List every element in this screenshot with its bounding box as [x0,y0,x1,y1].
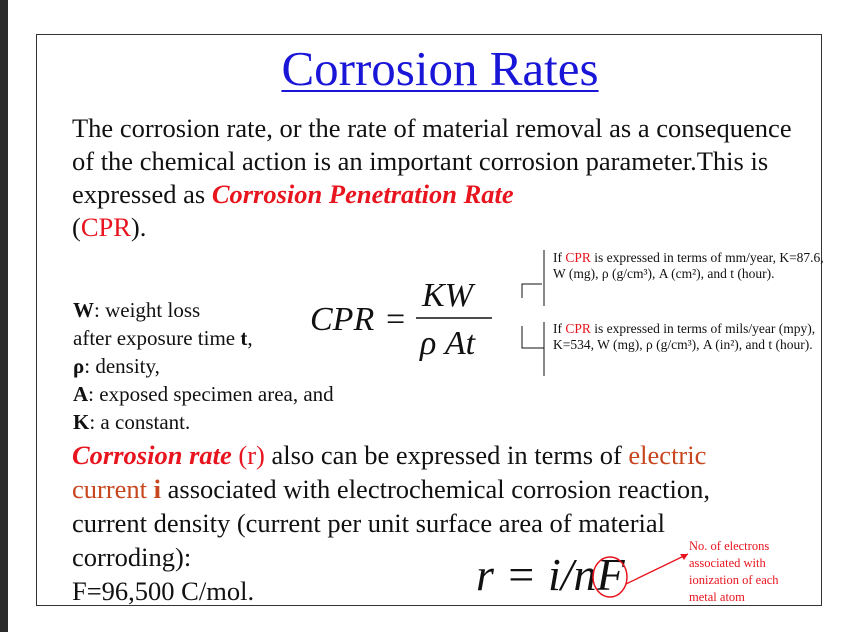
formula-denominator: ρ At [420,325,476,362]
close-paren: ). [130,212,147,242]
cpr-formula [310,274,510,374]
cpr-formula-svg [310,274,510,374]
formula-numerator: KW [422,277,473,314]
formula-lhs: CPR [310,301,375,338]
note-mm-per-year: If CPR is expressed in terms of mm/year, K=87.6, W (mg), ρ (g/cm³), A (cm²), and t (hour). [553,250,824,281]
rate-line-3: current density (current per unit surface area of material [72,508,666,538]
rate-line-2: current i associated with electrochemical corrosion reaction, [72,474,710,504]
electron-annotation: No. of electrons associated with ionization of each metal atom [689,539,779,604]
cpr-abbr: CPR [80,212,131,242]
legend-item-rho: ρ: density, [73,354,160,378]
intro-text: The corrosion rate, or the rate of material removal as a consequence of the chemical action is an important corrosion parameter.This is expressed as [72,113,792,209]
intro-paragraph [72,112,812,244]
formula-equals: = [386,301,406,338]
rate-line-4: corroding): [72,542,192,572]
note-mils-per-year: If CPR is expressed in terms of mils/year (mpy), K=534, W (mg), ρ (g/cm³), A (in²), and t (hour). [553,321,816,352]
slide-title: Corrosion Rates [281,41,599,96]
legend-item-w: W: weight loss [73,298,201,322]
rate-formula [474,540,714,610]
annotation-arrow [626,554,688,584]
note-bracket [516,250,550,380]
legend-item-k: K: a constant. [73,410,191,434]
open-paren: ( [72,212,81,242]
rate-line-1: Corrosion rate (r) also can be expressed in terms of electric [72,440,707,470]
rate-formula-svg [474,540,714,610]
rate-line-5: F=96,500 C/mol. [72,576,255,606]
legend-item-a: A: exposed specimen area, and [73,382,334,406]
legend-item-t: after exposure time t, [73,326,253,350]
cpr-term: Corrosion Penetration Rate [211,179,514,209]
rate-formula-text: r = i/nF [476,549,625,600]
